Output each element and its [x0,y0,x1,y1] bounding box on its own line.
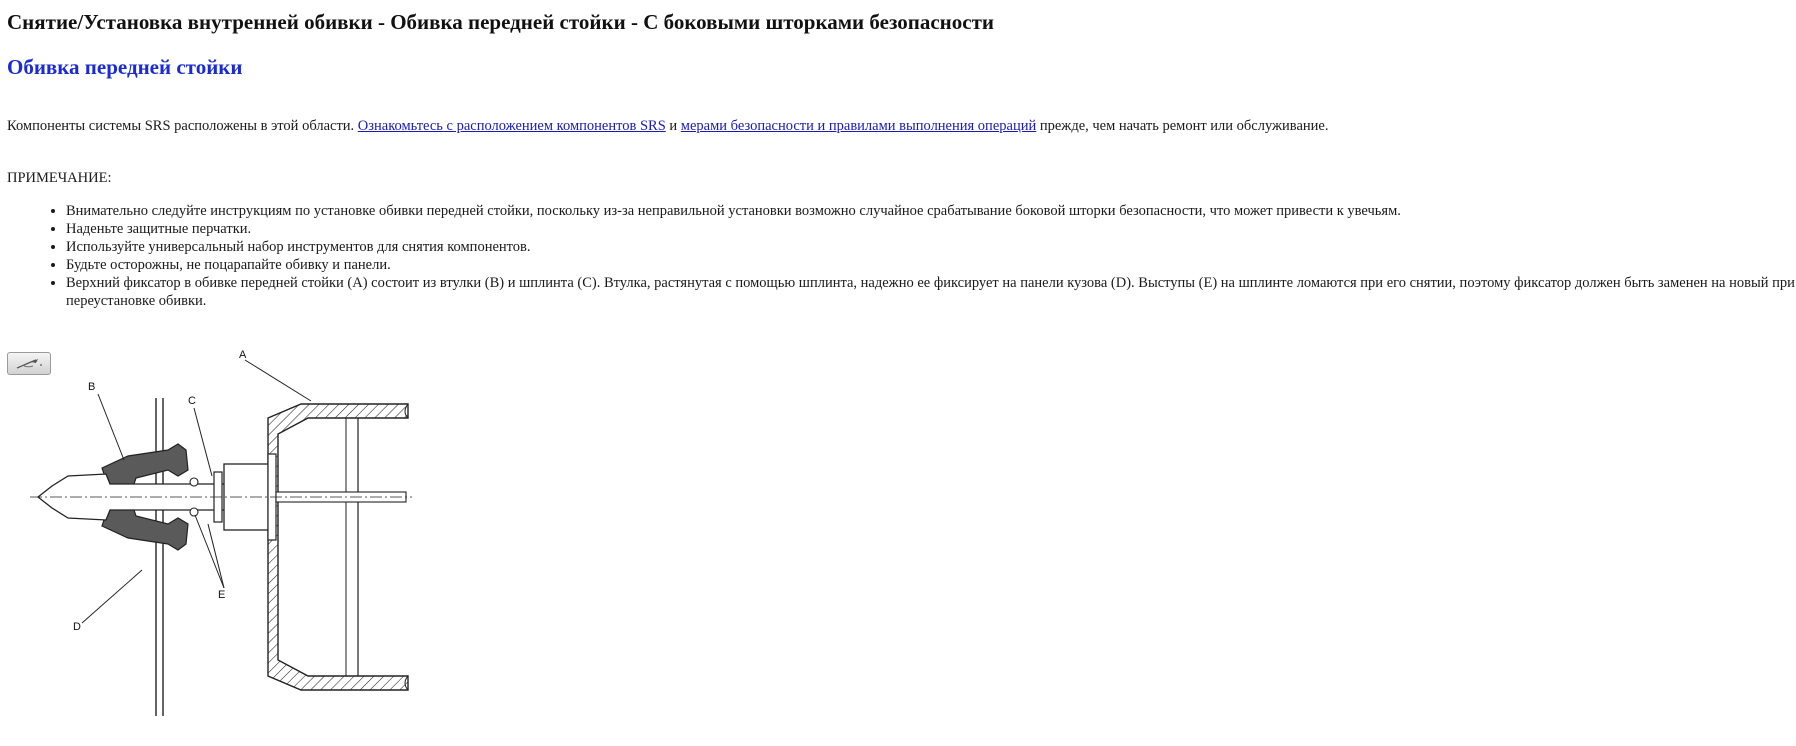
note-item-4: • Будьте осторожны, не поцарапайте обивку и панели. [66,256,1796,274]
note-item-3: • Используйте универсальный набор инструментов для снятия компонентов. [66,238,1796,256]
label-a: A [239,349,247,361]
note-item-2: • Наденьте защитные перчатки. [66,220,1796,238]
note-item-5: • Верхний фиксатор в обивке передней стойки (A) состоит из втулки (B) и шплинта (C). Втулка, растянутая с помощью шплинта, надежно ее фиксирует на панели кузова (D). Выступы (E) на шплинте ломаются при его снятии, поэтому фиксатор должен быть заменен на новый при переустановке обивки. [66,274,1796,310]
srs-notice-tail: прежде, чем начать ремонт или обслуживание. [1036,118,1329,134]
section-title: Обивка передней стойки [7,55,243,79]
label-c: C [188,395,196,407]
srs-components-link[interactable]: Ознакомьтесь с расположением компонентов SRS [357,118,666,134]
note-item-1: • Внимательно следуйте инструкциям по установке обивки передней стойки, поскольку из-за неправильной установки возможно случайное срабатывание боковой шторки безопасности, что может привести к увечьям. [66,202,1796,220]
page-title: Снятие/Установка внутренней обивки - Обивка передней стойки - С боковыми шторками безопасности [7,10,995,34]
label-b: B [88,381,96,393]
srs-notice-and: и [665,118,681,134]
trim-panel-a [268,404,408,690]
body-panel-d [156,398,163,716]
note-label: ПРИМЕЧАНИЕ: [7,170,112,186]
srs-precautions-link[interactable]: мерами безопасности и правилами выполнения операций [680,118,1037,134]
srs-notice [7,118,1328,135]
label-d: D [73,621,81,633]
srs-notice-text: Компоненты системы SRS расположены в этой области. [7,118,358,134]
label-e: E [218,589,226,601]
clip-diagram [28,349,413,716]
tool-button[interactable] [7,352,51,375]
pen-icon [14,357,44,371]
note-list [46,202,1796,310]
